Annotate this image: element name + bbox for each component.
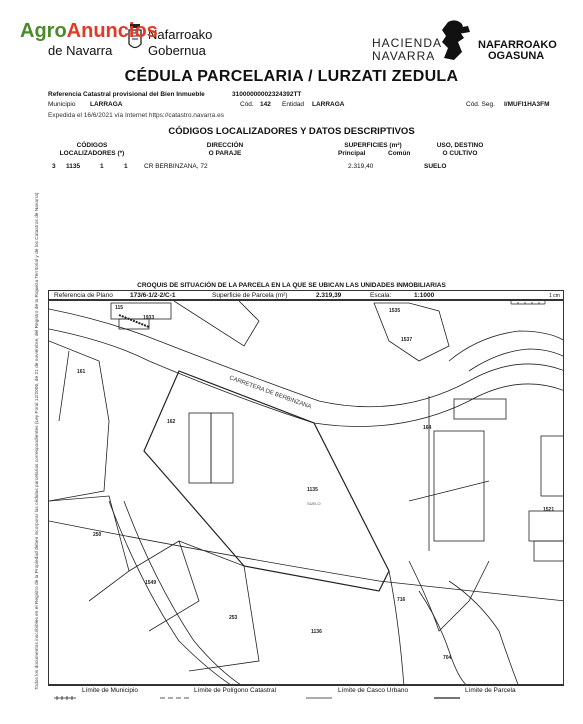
- parcel-label-1549: 1549: [145, 580, 157, 586]
- cod-label: Cód.: [240, 101, 254, 108]
- legend-poligono-icon: [160, 688, 190, 694]
- gobierno-line2b: Gobernua: [148, 43, 206, 58]
- legend-poligono: Límite de Polígono Catastral: [194, 687, 277, 694]
- col-uso: USO, DESTINO O CULTIVO: [436, 142, 484, 157]
- parcel-label-250: 250: [93, 532, 102, 538]
- legend-casco-icon: [306, 688, 332, 694]
- ref-plano-value: 173/6-1/2-2/C-1: [130, 292, 176, 299]
- cod-seg-label: Cód. Seg.: [466, 101, 495, 108]
- expedida-text: Expedida el 16/6/2021 vía Internet https://catastro.navarra.es: [48, 112, 224, 119]
- agroanuncios-watermark: AgroAnuncios: [20, 20, 158, 42]
- parcel-label-1535: 1535: [389, 308, 401, 314]
- col-direccion: DIRECCIÓN O PARAJE: [206, 142, 244, 157]
- codes-heading: CÓDIGOS LOCALIZADORES Y DATOS DESCRIPTIVOS: [168, 126, 415, 137]
- parcel-label-1537: 1537: [401, 337, 413, 343]
- sup-parcela-label: Superficie de Parcela (m²): [212, 292, 288, 299]
- municipio-value: LARRAGA: [90, 101, 123, 108]
- parcel-label-115: 115: [115, 305, 124, 311]
- parcel-label-161: 161: [77, 369, 86, 375]
- row-code-4: 1: [124, 163, 128, 170]
- legend-parcela: Límite de Parcela: [465, 687, 516, 694]
- parcel-label-704: 704: [443, 655, 452, 661]
- row-code-3: 1: [100, 163, 104, 170]
- parcel-label-253: 253: [229, 615, 238, 621]
- page-title: CÉDULA PARCELARIA / LURZATI ZEDULA: [124, 68, 459, 85]
- row-uso: SUELO: [424, 163, 447, 170]
- nafarroako-label: NAFARROAKO OGASUNA: [478, 39, 557, 62]
- escala-value: 1:1000: [414, 292, 435, 299]
- croquis-heading: CROQUIS DE SITUACIÓN DE LA PARCELA EN LA QUE SE UBICAN LAS UNIDADES INMOBILIARIAS: [137, 282, 446, 289]
- ref-catastral-label: Referencia Catastral provisional del Bien Inmueble: [48, 91, 205, 98]
- row-code-2: 1135: [66, 163, 81, 170]
- legend-casco: Límite de Casco Urbano: [338, 687, 409, 694]
- row-principal: 2.319,40: [348, 163, 374, 170]
- cod-value: 142: [260, 101, 271, 108]
- parcel-1135-outline: [144, 371, 389, 591]
- parcel-label-164: 164: [423, 425, 432, 431]
- entidad-label: Entidad: [282, 101, 305, 108]
- gobierno-line2a: de Navarra: [48, 43, 113, 58]
- col-codigos: CÓDIGOS LOCALIZADORES (*): [59, 142, 125, 157]
- col-comun: Común: [388, 150, 411, 157]
- parcel-map-svg: [49, 301, 564, 686]
- escala-label: Escala:: [370, 292, 392, 299]
- ref-plano-label: Referencia de Plano: [54, 292, 113, 299]
- row-code-1: 3: [52, 163, 56, 170]
- legend-parcela-icon: [434, 688, 460, 694]
- parcel-map: [48, 300, 564, 686]
- entidad-value: LARRAGA: [312, 101, 345, 108]
- legend-municipio: Límite de Municipio: [82, 687, 138, 694]
- parcel-label-716: 716: [397, 597, 406, 603]
- gobierno-line1b: Nafarroako: [148, 27, 213, 42]
- road-edge-south: [49, 329, 564, 427]
- scale-unit: 1 cm: [549, 293, 560, 299]
- municipio-label: Municipio: [48, 101, 76, 108]
- hacienda-logo-icon: [434, 18, 476, 62]
- ref-catastral-value: 31000000002324392TT: [232, 91, 302, 98]
- scale-bar-icon: [510, 292, 546, 299]
- road-label: CARRETERA DE BERBINZANA: [228, 375, 312, 411]
- parcel-label-1136: 1136: [311, 629, 322, 635]
- parcel-label-1135: 1135: [307, 487, 318, 493]
- col-superficies: SUPERFICIES (m²): [344, 142, 402, 149]
- col-principal: Principal: [338, 150, 366, 157]
- parcel-label-162: 162: [167, 419, 176, 425]
- parcel-label-1521: 1521: [543, 507, 555, 513]
- parcel-label-1933: 1933: [143, 315, 155, 321]
- row-direccion: CR BERBINZANA, 72: [144, 163, 208, 170]
- main-parcel-sub: SUELO: [307, 501, 321, 506]
- legend-municipio-icon: [54, 688, 76, 694]
- hacienda-label: HACIENDA NAVARRA: [372, 36, 443, 63]
- side-legal-text: Todos los documentos inscribibles en el Registro de la Propiedad deben incorporar las cédulas parcelarias correspondientes (Ley Foral 12/2006, de 21 de noviembre, del Registro de la Riqueza Territorial y de los Catastros de Navarra): [35, 192, 40, 690]
- cod-seg-value: I/MUFI1HA3FM: [504, 101, 550, 108]
- croquis-info-bar: [48, 290, 564, 300]
- sup-parcela-value: 2.319,39: [316, 292, 342, 299]
